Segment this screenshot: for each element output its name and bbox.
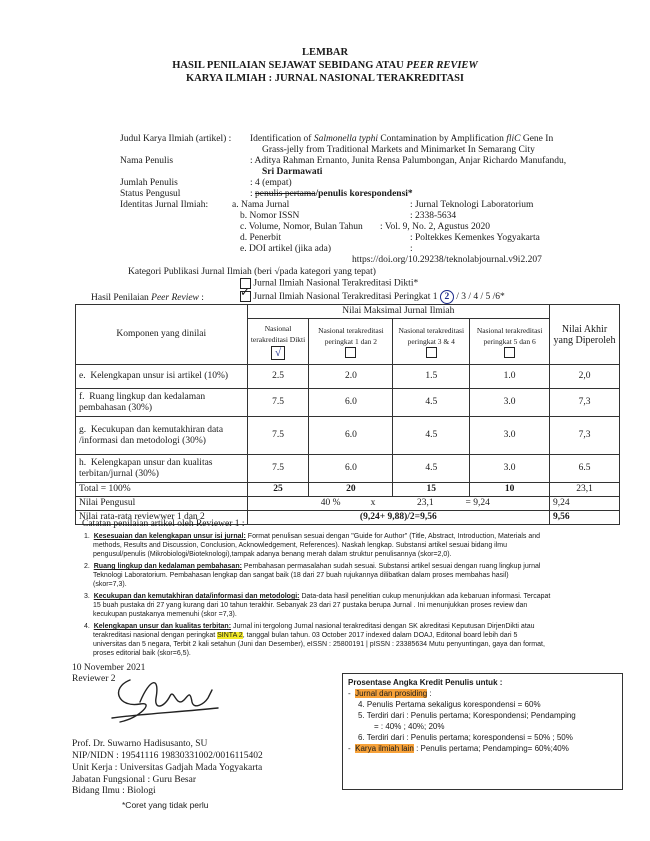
cell-v2: 6.0	[309, 455, 393, 483]
cell-final: 7,3	[550, 417, 620, 455]
col-p12-checkbox[interactable]	[345, 347, 356, 358]
total-v4: 10	[470, 483, 550, 497]
identitas-item-d-value: : Poltekkes Kemenkes Yogyakarta	[410, 233, 540, 243]
doc-header-title	[0, 59, 650, 72]
judul-value-2: Grass-jelly from Traditional Markets and Minimarket In Semarang City	[262, 145, 535, 155]
table-header-row-1	[76, 305, 620, 319]
col-dikti-checkbox[interactable]: √	[271, 346, 285, 360]
note-head: Ruang lingkup dan kedalaman pembahasan:	[93, 563, 242, 570]
judul-label: Judul Karya Ilmiah (artikel) :	[120, 134, 232, 144]
total-v3: 15	[393, 483, 470, 497]
total-v2: 20	[309, 483, 393, 497]
doc-header-lembar: LEMBAR	[301, 47, 349, 58]
note-item-4	[84, 622, 629, 658]
penulis-label: Nama Penulis	[120, 156, 174, 166]
kredit-highlight-2: Karya ilmiah lain	[355, 744, 414, 753]
row-letter: f.	[79, 391, 85, 402]
note-head: Kesesuaian dan kelengkapan unsur isi jurnal:	[93, 533, 246, 540]
kategori-option-2-rest: / 3 / 4 / 5 /6*	[456, 292, 505, 302]
col-p34-checkbox[interactable]	[426, 347, 437, 358]
doc-header-title-text: HASIL PENILAIAN SEJAWAT SEBIDANG ATAU PEER REVIEW	[172, 60, 478, 71]
rata-calc: (9,24+ 9,88)/2=9,56	[247, 511, 549, 525]
signer-nip: NIP/NIDN : 19541116 19830331002/0016115402	[72, 751, 263, 761]
note-line: , tanggal bulan tahun. 03 October 2017 indexed dalam DOAJ, Editonal board lebih dari 5	[242, 632, 518, 639]
col-header-p34-label: Nasional terakreditasi peringkat 3 & 4	[398, 325, 465, 346]
reviewer-label: Reviewer 2	[72, 674, 116, 684]
signature-image	[100, 668, 230, 730]
identitas-item-c-key: c. Volume, Nomor, Bulan Tahun	[240, 222, 363, 232]
cell-v1: 2.5	[247, 365, 309, 389]
kategori-option-2[interactable]	[240, 285, 505, 304]
kredit-colon: :	[429, 689, 432, 698]
pengusul-calc	[247, 497, 549, 511]
signer-jabatan: Jabatan Fungsional : Guru Besar	[72, 775, 197, 785]
note-line: Jurnal ini tergolong Jurnal nasional terakreditasi dengan SK akreditasi Keputusan DirjenDikti atau	[231, 623, 535, 630]
col-header-p12-label: Nasional terakreditasi peringkat 1 dan 2	[318, 325, 384, 346]
kategori-option-2-label: Jurnal Ilmiah Nasional Terakreditasi Peringkat 1	[253, 292, 438, 302]
note-item-3	[84, 592, 629, 619]
cell-v3: 4.5	[393, 455, 470, 483]
row-label-text: Ruang lingkup dan kedalaman pembahasan (30%)	[79, 391, 206, 413]
note-line: Pembahasan permasalahan sudah sesuai. Substansi artikel sesuai dengan ruang lingkup jurnal	[241, 563, 541, 570]
pengusul-calc-3: 23,1	[417, 498, 434, 508]
rata-final: 9,56	[550, 511, 620, 525]
cell-final: 7,3	[550, 389, 620, 417]
total-row	[76, 483, 620, 497]
note-num: 1.	[84, 533, 90, 540]
coret-note: *Coret yang tidak perlu	[122, 800, 209, 810]
identitas-item-a-key: a. Nama Jurnal	[232, 200, 290, 210]
total-v1: 25	[247, 483, 309, 497]
note-num: 4.	[84, 623, 90, 630]
status-value-text: /penulis korespondensi*	[315, 189, 413, 199]
cell-v4: 3.0	[470, 417, 550, 455]
col-p56-checkbox[interactable]	[504, 347, 515, 358]
kredit-rest: : Penulis pertama; Pendamping= 60%;40%	[416, 744, 569, 753]
status-label: Status Pengusul	[120, 189, 181, 199]
note-line: Teknologi Laboratorium. Pembahasan lengkap dan sangat baik (18 dari 27 buah rujukannya dilibatkan dalam proses membahas hasil)	[93, 572, 509, 579]
note-line: terakreditasi nasional dengan peringkat	[93, 632, 218, 639]
pengusul-calc-4: = 9,24	[465, 498, 490, 508]
note-line: 15 buah pustaka dri 27 yang kurang dari 10 tahun terakhir. Sebanyak 23 dari 27 pustaka berupa Jurnal . Ini menunjukkan proses review dan	[93, 602, 528, 609]
signer-name: Prof. Dr. Suwarno Hadisusanto, SU	[72, 739, 208, 749]
notes-title: Catatan penilaian artikel oleh Reviewer 1 :	[82, 519, 245, 529]
note-line: methods, Results and Discussion, Conclusion, Acknowledgement, References). Naskah lengkap. Substansi artikel sesuai bidang ilmu	[93, 542, 507, 549]
cell-v2: 6.0	[309, 417, 393, 455]
row-letter: g.	[79, 424, 87, 435]
kredit-line-2	[348, 743, 617, 754]
col-header-p12	[309, 319, 393, 365]
check-mark-icon: ✓	[240, 285, 251, 300]
cell-v1: 7.5	[247, 417, 309, 455]
pengusul-calc-1: 40 %	[320, 498, 341, 508]
col-header-p56-label: Nasional terakreditasi peringkat 5 dan 6	[476, 325, 543, 346]
row-label	[76, 417, 248, 455]
row-label-text: Kelengkapan unsur dan kualitas terbitan/jurnal (30%)	[79, 457, 213, 479]
note-line: Format penulisan sesuai dengan "Guide for Author" (Title, Abstract, Introduction, Materials and	[245, 533, 541, 540]
cell-v1: 7.5	[247, 389, 309, 417]
row-label-text: Kecukupan dan kemutakhiran data /informasi dan metodologi (30%)	[79, 424, 224, 446]
signer-bidang: Bidang Ilmu : Biologi	[72, 786, 156, 796]
doi-value: https://doi.org/10.29238/teknolabjournal.v9i2.207	[352, 255, 542, 265]
note-num: 3.	[84, 593, 90, 600]
kredit-line-1	[348, 688, 617, 699]
identitas-label: Identitas Jurnal Ilmiah:	[120, 200, 209, 210]
pengusul-row	[76, 497, 620, 511]
doc-header-subtitle: KARYA ILMIAH : JURNAL NASIONAL TERAKREDITASI	[185, 73, 465, 84]
identitas-item-b-key: b. Nomor ISSN	[240, 211, 300, 221]
identitas-item-c-value: : Vol. 9, No. 2, Agustus 2020	[380, 222, 490, 232]
identitas-item-b-value: : 2338-5634	[410, 211, 457, 221]
kredit-item-5-values: = : 40% ; 40%; 20%	[374, 722, 445, 731]
total-label: Total = 100%	[76, 483, 248, 497]
identitas-item-e-key: e. DOI artikel (jika ada)	[240, 244, 331, 254]
penulis-value-2: Sri Darmawati	[262, 167, 323, 177]
kredit-item-5: 5. Terdiri dari : Penulis pertama; Korespondensi; Pendamping	[358, 711, 576, 720]
cell-final: 2,0	[550, 365, 620, 389]
note-head: Kecukupan dan kemutakhiran data/informasi dan metodologi:	[93, 593, 300, 600]
penulis-value-1: : Aditya Rahman Ernanto, Junita Rensa Palumbongan, Anjar Richardo Manufandu,	[250, 156, 567, 166]
identitas-item-d-key: d. Penerbit	[240, 233, 282, 243]
row-label	[76, 455, 248, 483]
identitas-item-e-value: :	[410, 244, 413, 254]
status-value: : penulis pertama/penulis korespondensi*	[250, 189, 413, 199]
kredit-title: Prosentase Angka Kredit Penulis untuk :	[348, 678, 503, 687]
kategori-option-1-label: Jurnal Ilmiah Nasional Terakreditasi Dikti*	[253, 278, 419, 289]
cell-v2: 2.0	[309, 365, 393, 389]
pengusul-calc-2: x	[370, 498, 376, 508]
note-num: 2.	[84, 563, 90, 570]
kategori-checkbox-2[interactable]	[240, 285, 251, 302]
signer-unit: Unit Kerja : Universitas Gadjah Mada Yogyakarta	[72, 763, 263, 773]
note-line: (skor=7,3).	[93, 581, 127, 588]
nilai-maks-header: Nilai Maksimal Jurnal Ilmiah	[247, 305, 549, 319]
sinta-highlight: SINTA 2	[217, 632, 243, 639]
kredit-item-6: 6. Terdiri dari : Penulis pertama; korespondensi = 50% ; 50%	[358, 733, 573, 742]
pengusul-label: Nilai Pengusul	[76, 497, 248, 511]
col-header-dikti	[247, 319, 309, 365]
cell-v4: 3.0	[470, 389, 550, 417]
table-row	[76, 365, 620, 389]
row-label-text: Kelengkapan unsur isi artikel (10%)	[90, 371, 229, 381]
jumlah-value: : 4 (empat)	[250, 178, 292, 188]
sign-date: 10 November 2021	[72, 663, 146, 673]
col-header-p34	[393, 319, 470, 365]
review-title: Hasil Penilaian Peer Review :	[91, 293, 204, 303]
total-final: 23,1	[550, 483, 620, 497]
table-row	[76, 417, 620, 455]
col-header-p56	[470, 319, 550, 365]
komponen-header: Komponen yang dinilai	[76, 305, 248, 365]
note-head: Kelengkapan unsur dan kualitas terbitan:	[93, 623, 232, 630]
row-label	[76, 389, 248, 417]
cell-v3: 1.5	[393, 365, 470, 389]
kategori-option-1[interactable]	[240, 278, 418, 290]
note-line: kecukupan pustakanya memenuhi (skor =7,3).	[93, 611, 237, 618]
row-letter: e.	[79, 371, 86, 381]
cell-v3: 4.5	[393, 389, 470, 417]
row-label	[76, 365, 248, 389]
note-item-2	[84, 562, 629, 589]
kategori-label: Kategori Publikasi Jurnal Ilmiah (beri √pada kategori yang tepat)	[128, 267, 376, 277]
table-row	[76, 389, 620, 417]
col-header-dikti-label: Nasional terakreditasi Dikti	[250, 324, 306, 344]
status-strike: penulis pertama	[255, 189, 316, 199]
review-table	[75, 304, 620, 525]
rata-label: Nilai rata-rata reviewwer 1 dan 2	[76, 511, 248, 525]
identitas-item-a-value: : Jurnal Teknologi Laboratorium	[410, 200, 534, 210]
kategori-circled-rank: 2	[440, 290, 454, 304]
table-row	[76, 455, 620, 483]
row-letter: h.	[79, 457, 87, 468]
cell-final: 6.5	[550, 455, 620, 483]
jumlah-label: Jumlah Penulis	[120, 178, 178, 188]
note-line: pengusul/penulis (Mikrobiologi/Bioteknologi),tampak adanya benang merah dalam struktur penulisannya (skor=2,0).	[93, 551, 452, 558]
pengusul-final: 9,24	[550, 497, 620, 511]
kredit-dash: -	[348, 689, 351, 698]
cell-v4: 1.0	[470, 365, 550, 389]
judul-value-1: Identification of Salmonella typhi Contamination by Amplification fliC Gene In	[250, 134, 554, 144]
note-line: Data-data hasil penelitian cukup menunjukkan ada kebaruan informasi. Tercapat	[299, 593, 551, 600]
kredit-highlight-1: Jurnal dan prosiding	[355, 689, 428, 698]
kredit-dash: -	[348, 744, 351, 753]
cell-v4: 3.0	[470, 455, 550, 483]
note-item-1	[84, 532, 629, 559]
note-line: proses editorial baik (skor=6,5).	[93, 650, 191, 657]
cell-v1: 7.5	[247, 455, 309, 483]
nilai-akhir-header: Nilai Akhir yang Diperoleh	[550, 305, 620, 365]
kredit-box	[342, 673, 623, 790]
cell-v3: 4.5	[393, 417, 470, 455]
kredit-item-4: 4. Penulis Pertama sekaligus korespondensi = 60%	[358, 700, 541, 709]
cell-v2: 6.0	[309, 389, 393, 417]
note-line: universitas dan 5 negara, Terbit 2 kali setahun (Juni dan Desember), eISSN : 25800191 | pISSN : 23385634 Mutu penyuntingan, gaya dan format,	[93, 641, 545, 648]
